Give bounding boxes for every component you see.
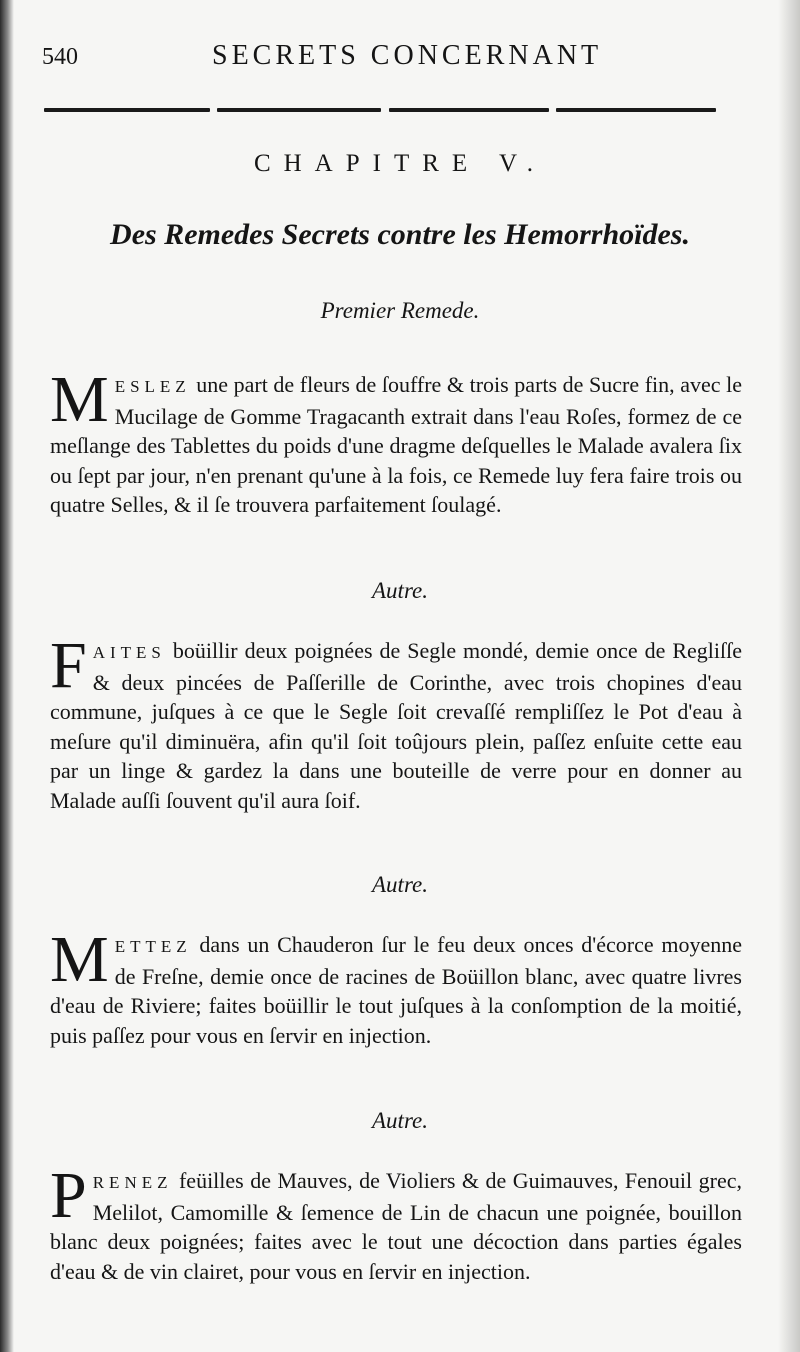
paragraph-text: dans un Chauderon ſur le feu deux onces d'écorce moyenne de Freſne, demie once de racines de Boüillon blanc, avec quatre livres d'eau de Riviere; faites boüillir le tout juſques à la conſomption de la moitié, puis paſſez pour vous en ſervir en injection. [50, 932, 742, 1048]
section-heading: Autre. [372, 1108, 428, 1133]
section-heading: Autre. [372, 872, 428, 897]
paragraph-text: boüillir deux poignées de Segle mondé, demie once de Regliſſe & deux pincées de Paſſerille de Corinthe, avec trois chopines d'eau commune, juſques à ce que le Segle ſoit crevaſſé rempliſſez le Pot d'eau à meſure qu'il diminuëra, afin qu'il ſoit toûjours plein, paſſez enſuite cette eau par un linge & gardez la dans une bouteille de verre pour en donner au Malade auſſi ſouvent qu'il aura ſoif. [50, 638, 742, 813]
remedy-paragraph [50, 629, 742, 816]
running-head: SECRETS CONCERNANT [212, 40, 603, 71]
paragraph-text: une part de fleurs de ſouffre & trois parts de Sucre fin, avec le Mucilage de Gomme Tragacanth extrait dans l'eau Roſes, formez de ce meſlange des Tablettes du poids d'une dragme deſquelles le Malade avalera ſix ou ſept par jour, n'en prenant qu'une à la fois, ce Remede luy fera faire trois ou quatre Selles, & il ſe trouvera parfaitement ſoulagé. [50, 372, 742, 518]
remedy-paragraph [50, 1159, 742, 1286]
chapter-title: Des Remedes Secrets contre les Hemorrhoïdes. [110, 218, 690, 251]
remedy-paragraph [50, 923, 742, 1050]
drop-cap: F [50, 629, 87, 702]
chapter-label: CHAPITRE V. [253, 150, 547, 177]
page-gutter-shadow [0, 0, 14, 1352]
lead-word: ETTEZ [114, 937, 192, 956]
drop-cap: M [50, 923, 109, 996]
drop-cap: M [50, 363, 109, 436]
header-rule [44, 108, 716, 116]
page-header [42, 40, 742, 80]
section-heading: Autre. [372, 578, 428, 603]
section-heading: Premier Remede. [320, 298, 480, 323]
drop-cap: P [50, 1159, 87, 1232]
remedy-paragraph [50, 363, 742, 520]
page-edge-shadow [778, 0, 800, 1352]
paragraph-text: feüilles de Mauves, de Violiers & de Guimauves, Fenouil grec, Melilot, Camomille & ſemence de Lin de chacun une poignée, bouillon blanc deux poignées; faites avec le tout une décoction dans parties égales d'eau & de vin clairet, pour vous en ſervir en injection. [50, 1168, 742, 1284]
lead-word: AITES [92, 643, 166, 662]
lead-word: ESLEZ [114, 377, 191, 396]
page-number: 540 [42, 44, 78, 70]
lead-word: RENEZ [92, 1173, 173, 1192]
